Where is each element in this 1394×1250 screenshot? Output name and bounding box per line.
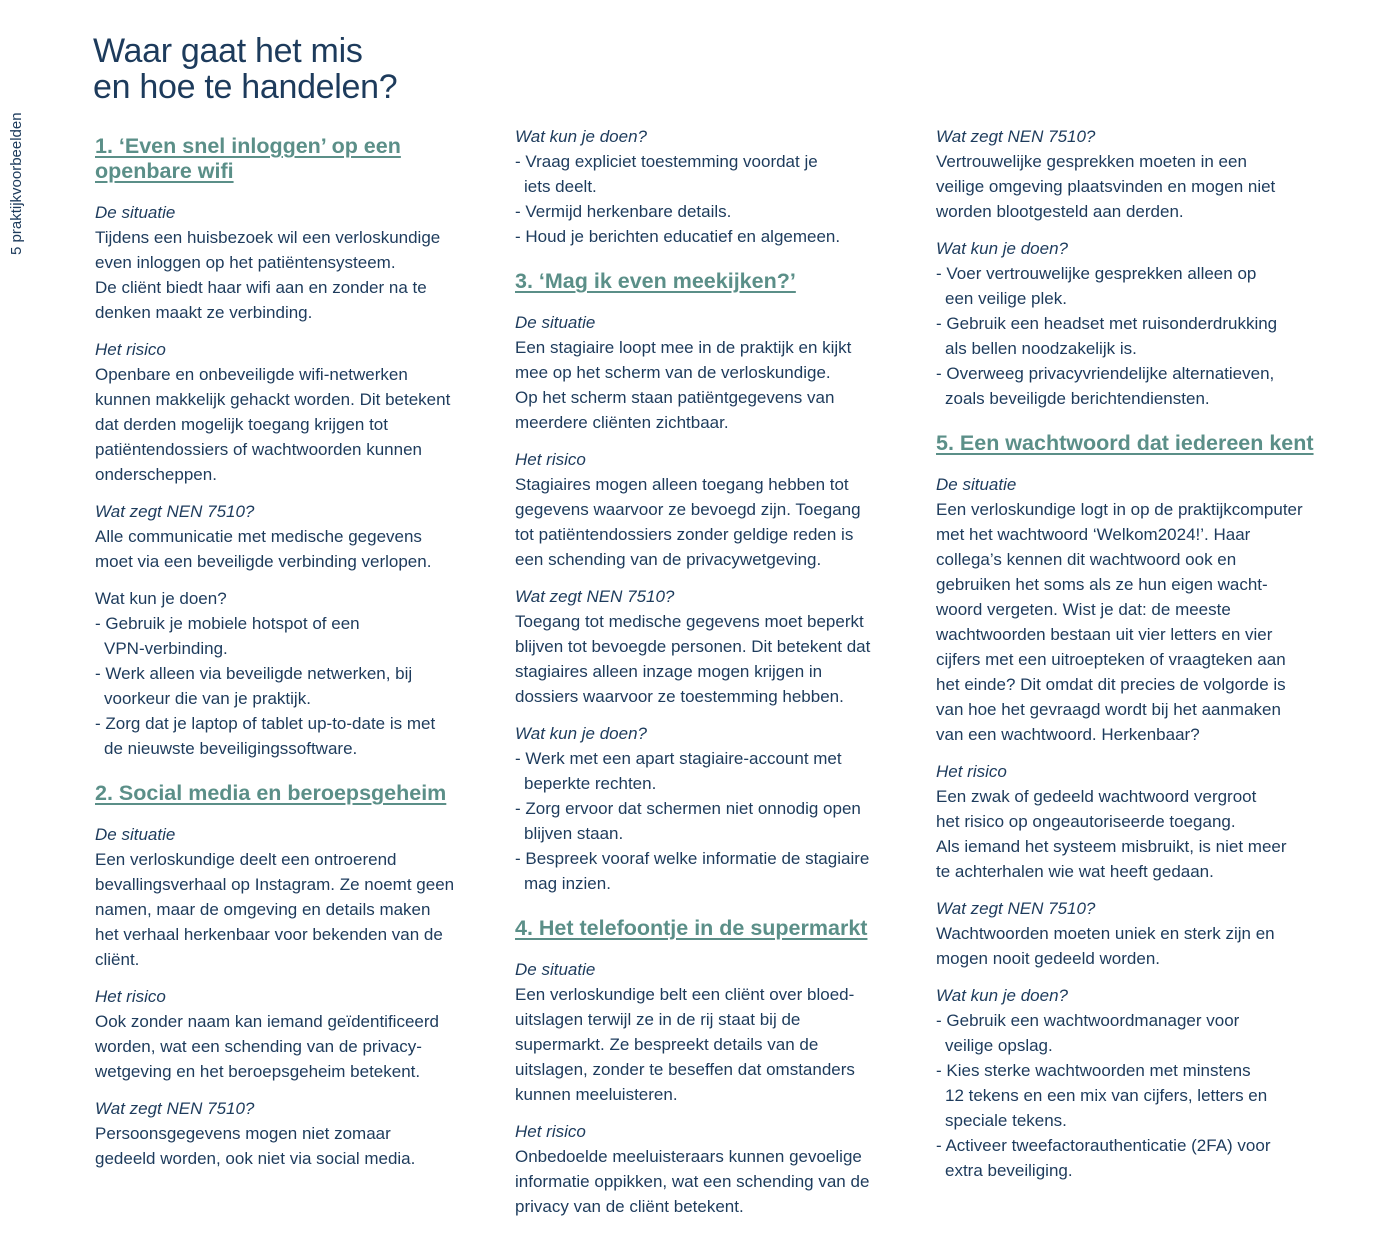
- section-2-heading: 2. Social media en beroepsgeheim: [95, 781, 447, 805]
- section-2-doen-list: [515, 149, 915, 249]
- section-5-risico-label: Het risico: [936, 762, 1007, 781]
- list-item: - Gebruik een headset met ruisonderdrukking als bellen noodzakelijk is.: [936, 311, 1336, 361]
- section-5-situatie: Een verloskundige logt in op de praktijkcomputer met het wachtwoord ‘Welkom2024!’. Haar collega’s kennen dit wachtwoord ook en gebruiken het soms als ze hun eigen wacht- woord vergeten. Wist je dat: de meeste wachtwoorden bestaan uit vier letters en vier cijfers met een uitroepteken of vraagteken aan het einde? Dit omdat dit precies de volgorde is van hoe het gevraagd wordt bij het aanmaken van een wachtwoord. Herkenbaar?: [936, 500, 1303, 744]
- section-2-nen-label: Wat zegt NEN 7510?: [95, 1099, 255, 1118]
- section-3-situatie-label: De situatie: [515, 313, 596, 332]
- section-4-risico: Onbedoelde meeluisteraars kunnen gevoelige informatie oppikken, wat een schending van de privacy van de cliënt betekent.: [515, 1147, 870, 1216]
- section-4-doen-label: Wat kun je doen?: [936, 239, 1068, 258]
- column-1: [95, 134, 495, 1183]
- section-3-situatie: Een stagiaire loopt mee in de praktijk en kijkt mee op het scherm van de verloskundige. Op het scherm staan patiëntgegevens van meerdere cliënten zichtbaar.: [515, 338, 852, 432]
- list-item: - Bespreek vooraf welke informatie de stagiaire mag inzien.: [515, 846, 915, 896]
- section-1-situatie: Tijdens een huisbezoek wil een verloskundige even inloggen op het patiëntensysteem. De cliënt biedt haar wifi aan en zonder na te denken maakt ze verbinding.: [95, 228, 441, 322]
- section-4-situatie: Een verloskundige belt een cliënt over bloed- uitslagen terwijl ze in de rij staat bij de supermarkt. Ze bespreekt details van de uitslagen, zonder te beseffen dat omstanders kunnen meeluisteren.: [515, 985, 855, 1104]
- section-3-doen-list: [515, 746, 915, 896]
- list-item: - Werk alleen via beveiligde netwerken, bij voorkeur die van je praktijk.: [95, 661, 495, 711]
- column-2: [515, 124, 915, 1231]
- section-5-nen-label: Wat zegt NEN 7510?: [936, 899, 1096, 918]
- section-1-doen-label: Wat kun je doen?: [95, 589, 227, 608]
- section-4-nen-label: Wat zegt NEN 7510?: [936, 127, 1096, 146]
- section-5-risico: Een zwak of gedeeld wachtwoord vergroot het risico op ongeautoriseerde toegang. Als iemand het systeem misbruikt, is niet meer te achterhalen wie wat heeft gedaan.: [936, 787, 1287, 881]
- column-3: [936, 124, 1336, 1203]
- section-3-nen-label: Wat zegt NEN 7510?: [515, 587, 675, 606]
- section-5-heading: 5. Een wachtwoord dat iedereen kent: [936, 431, 1314, 455]
- section-3-risico: Stagiaires mogen alleen toegang hebben tot gegevens waarvoor ze bevoegd zijn. Toegang tot patiëntendossiers zonder geldige reden is een schending van de privacywetgeving.: [515, 475, 861, 569]
- section-1-risico: Openbare en onbeveiligde wifi-netwerken kunnen makkelijk gehackt worden. Dit betekent dat derden mogelijk toegang krijgen tot patiëntendossiers of wachtwoorden kunnen onderscheppen.: [95, 365, 451, 484]
- section-3-risico-label: Het risico: [515, 450, 586, 469]
- section-4-nen: Vertrouwelijke gesprekken moeten in een veilige omgeving plaatsvinden en mogen niet worden blootgesteld aan derden.: [936, 152, 1276, 221]
- list-item: - Zorg ervoor dat schermen niet onnodig open blijven staan.: [515, 796, 915, 846]
- section-4-doen-list: [936, 261, 1336, 411]
- section-4-heading: 4. Het telefoontje in de supermarkt: [515, 916, 868, 940]
- section-4-risico-label: Het risico: [515, 1122, 586, 1141]
- section-5-situatie-label: De situatie: [936, 475, 1017, 494]
- section-1-situatie-label: De situatie: [95, 203, 176, 222]
- section-2-risico: Ook zonder naam kan iemand geïdentificeerd worden, wat een schending van de privacy- wetgeving en het beroepsgeheim betekent.: [95, 1012, 439, 1081]
- section-2-situatie-label: De situatie: [95, 825, 176, 844]
- side-label: 5 praktijkvoorbeelden: [8, 112, 25, 255]
- section-1-nen: Alle communicatie met medische gegevens moet via een beveiligde verbinding verlopen.: [95, 527, 432, 571]
- list-item: - Zorg dat je laptop of tablet up-to-date is met de nieuwste beveiligingssoftware.: [95, 711, 495, 761]
- list-item: - Overweeg privacyvriendelijke alternatieven, zoals beveiligde berichtendiensten.: [936, 361, 1336, 411]
- section-1-doen-list: [95, 611, 495, 761]
- list-item: - Gebruik je mobiele hotspot of een VPN-verbinding.: [95, 611, 495, 661]
- section-4-situatie-label: De situatie: [515, 960, 596, 979]
- section-1-nen-label: Wat zegt NEN 7510?: [95, 502, 255, 521]
- list-item: - Kies sterke wachtwoorden met minstens 12 tekens en een mix van cijfers, letters en speciale tekens.: [936, 1058, 1336, 1133]
- section-3-doen-label: Wat kun je doen?: [515, 724, 647, 743]
- section-5-doen-list: [936, 1008, 1336, 1183]
- section-2-doen-label: Wat kun je doen?: [515, 127, 647, 146]
- list-item: - Voer vertrouwelijke gesprekken alleen op een veilige plek.: [936, 261, 1336, 311]
- list-item: - Houd je berichten educatief en algemeen.: [515, 224, 915, 249]
- list-item: - Vermijd herkenbare details.: [515, 199, 915, 224]
- list-item: - Werk met een apart stagiaire-account met beperkte rechten.: [515, 746, 915, 796]
- section-2-nen: Persoonsgegevens mogen niet zomaar gedeeld worden, ook niet via social media.: [95, 1124, 416, 1168]
- page-title: Waar gaat het mis en hoe te handelen?: [93, 32, 398, 106]
- list-item: - Vraag expliciet toestemming voordat je iets deelt.: [515, 149, 915, 199]
- section-2-risico-label: Het risico: [95, 987, 166, 1006]
- section-5-doen-label: Wat kun je doen?: [936, 986, 1068, 1005]
- list-item: - Activeer tweefactorauthenticatie (2FA) voor extra beveiliging.: [936, 1133, 1336, 1183]
- section-1-heading: 1. ‘Even snel inloggen’ op een openbare wifi: [95, 134, 401, 183]
- list-item: - Gebruik een wachtwoordmanager voor veilige opslag.: [936, 1008, 1336, 1058]
- section-3-nen: Toegang tot medische gegevens moet beperkt blijven tot bevoegde personen. Dit betekent dat stagiaires alleen inzage mogen krijgen in dossiers waarvoor ze toestemming hebben.: [515, 612, 871, 706]
- section-5-nen: Wachtwoorden moeten uniek en sterk zijn en mogen nooit gedeeld worden.: [936, 924, 1275, 968]
- section-3-heading: 3. ‘Mag ik even meekijken?’: [515, 269, 796, 293]
- section-1-risico-label: Het risico: [95, 340, 166, 359]
- section-2-situatie: Een verloskundige deelt een ontroerend bevallingsverhaal op Instagram. Ze noemt geen namen, maar de omgeving en details maken het verhaal herkenbaar voor bekenden van de cliënt.: [95, 850, 455, 969]
